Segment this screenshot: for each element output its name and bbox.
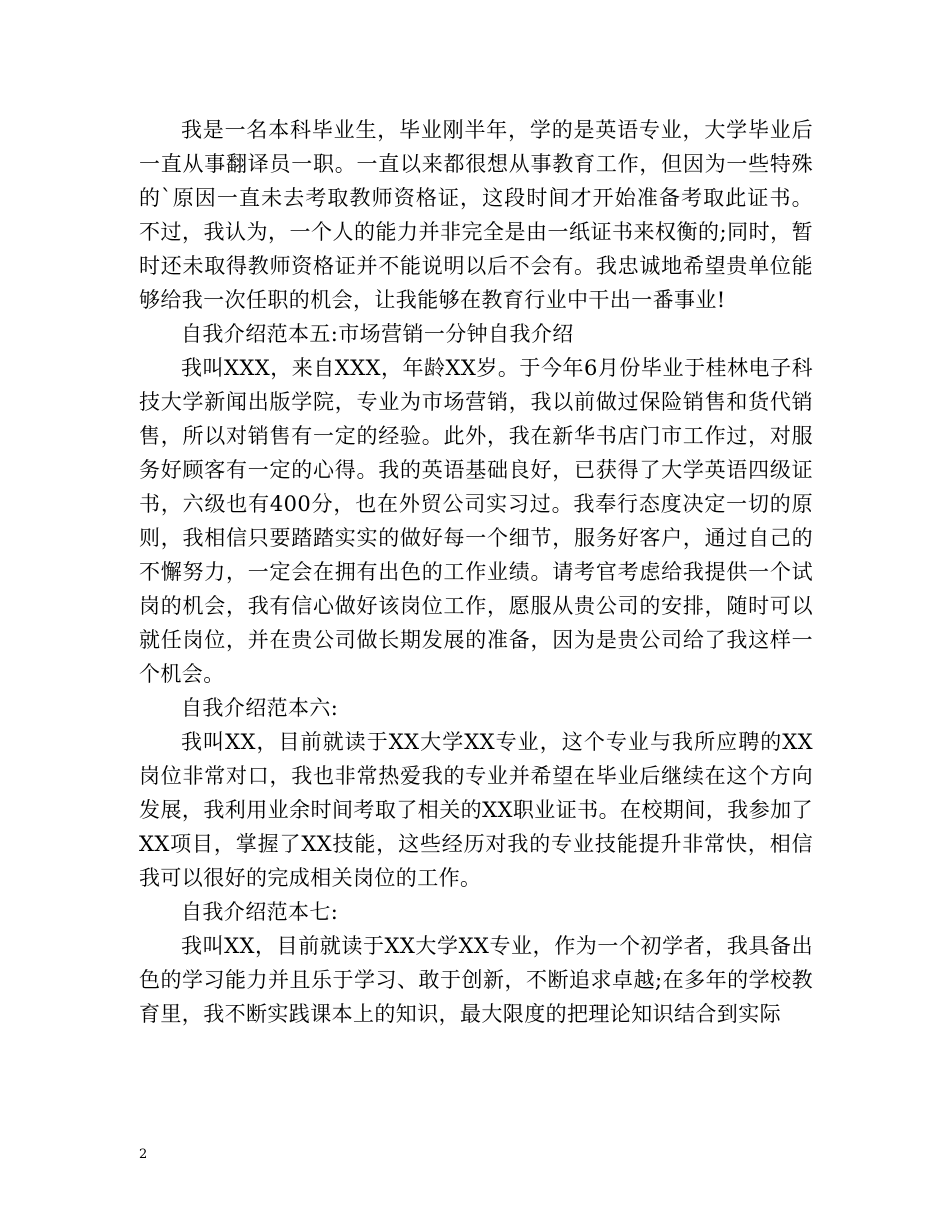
section-heading-sample-six: 自我介绍范本六: [181,696,339,720]
paragraph-sample-six: 我叫XX，目前就读于XX大学XX专业，这个专业与我所应聘的XX岗位非常对口，我也非常热爱我的专业并希望在毕业后继续在这个方向发展，我利用业余时间考取了相关的XX职业证书。在校期间，我参加了XX项目，掌握了XX技能，这些经历对我的专业技能提升非常快，相信我可以很好的完成相关岗位的工作。 [139,730,813,890]
paragraph-marketing-intro: 我叫XXX，来自XXX，年龄XX岁。于今年6月份毕业于桂林电子科技大学新闻出版学院，专业为市场营销，我以前做过保险销售和货代销售，所以对销售有一定的经验。此外，我在新华书店门市工作过，对服务好顾客有一定的心得。我的英语基础良好，已获得了大学英语四级证书，六级也有400分，也在外贸公司实习过。我奉行态度决定一切的原则，我相信只要踏踏实实的做好每一个细节，服务好客户，通过自己的不懈努力，一定会在拥有出色的工作业绩。请考官考虑给我提供一个试岗的机会，我有信心做好该岗位工作，愿服从贵公司的安排，随时可以就任岗位，并在贵公司做长期发展的准备，因为是贵公司给了我这样一个机会。 [139,356,813,686]
page-number: 2 [139,1147,148,1162]
paragraph-sample-seven: 我叫XX，目前就读于XX大学XX专业，作为一个初学者，我具备出色的学习能力并且乐于学习、敢于创新，不断追求卓越;在多年的学校教育里，我不断实践课本上的知识，最大限度的把理论知识结合到实际 [139,934,813,1026]
section-heading-sample-five: 自我介绍范本五:市场营销一分钟自我介绍 [181,322,574,346]
document-body [139,113,813,1031]
paragraph-teacher-intro: 我是一名本科毕业生，毕业刚半年，学的是英语专业，大学毕业后一直从事翻译员一职。一直以来都很想从事教育工作，但因为一些特殊的`原因一直未去考取教师资格证，这段时间才开始准备考取此证书。不过，我认为，一个人的能力并非完全是由一纸证书来权衡的;同时，暂时还未取得教师资格证并不能说明以后不会有。我忠诚地希望贵单位能够给我一次任职的机会，让我能够在教育行业中干出一番事业! [139,118,813,312]
section-heading-sample-seven: 自我介绍范本七: [181,900,339,924]
